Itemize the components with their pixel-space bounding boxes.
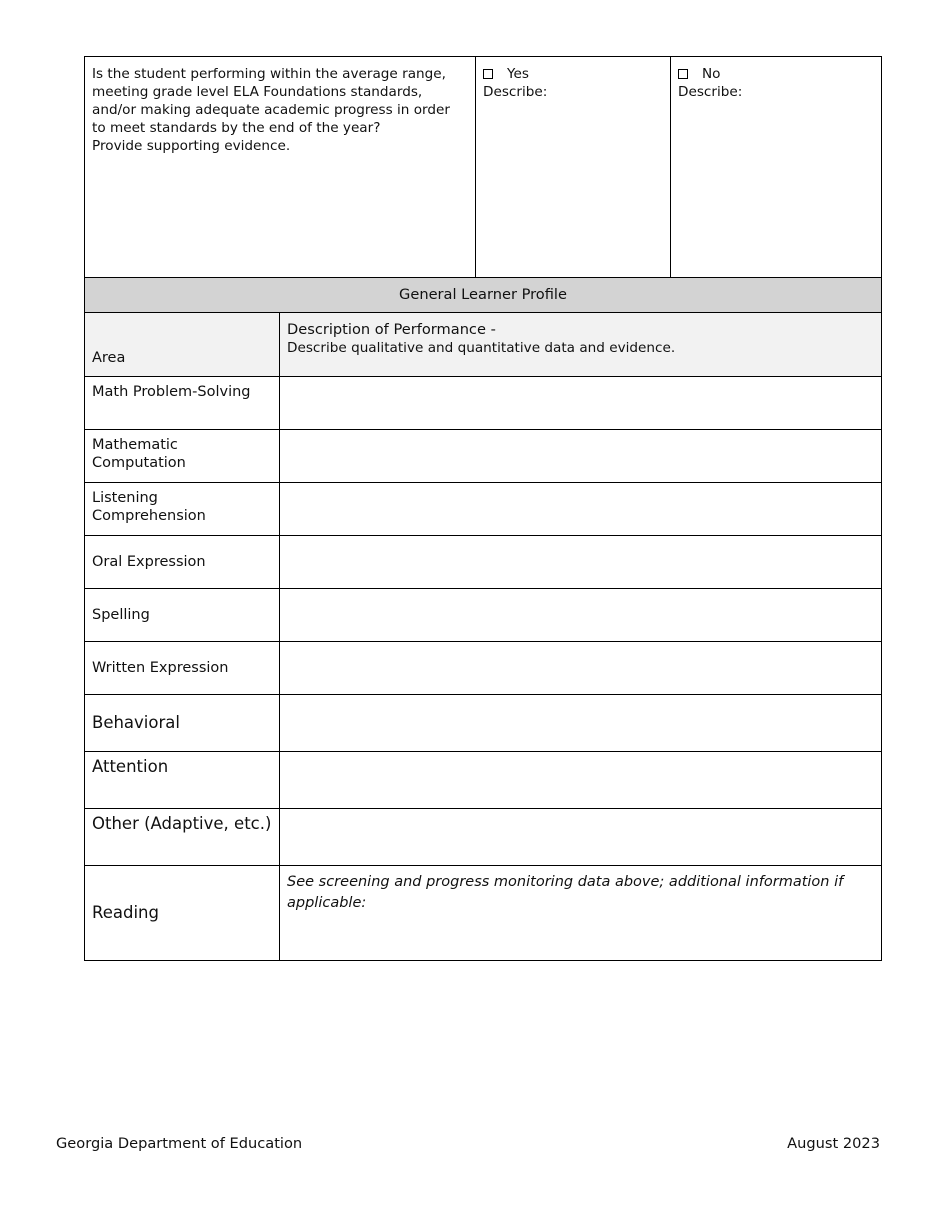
area-label: Oral Expression [85, 535, 280, 588]
question-line: Provide supporting evidence. [92, 138, 291, 154]
table-row [85, 535, 882, 588]
area-label: Other (Adaptive, etc.) [85, 808, 280, 865]
table-row [85, 376, 882, 429]
yes-describe-label: Describe: [483, 84, 548, 100]
area-label: Attention [85, 751, 280, 808]
description-field[interactable] [280, 694, 882, 751]
area-label: Spelling [85, 588, 280, 641]
area-column-header: Area [85, 312, 280, 376]
description-column-header [280, 312, 882, 376]
table-row [85, 482, 882, 535]
description-header-title: Description of Performance - [287, 320, 496, 338]
no-label: No [702, 66, 721, 82]
description-field[interactable] [280, 588, 882, 641]
reading-description[interactable]: See screening and progress monitoring data above; additional information if applicable: [280, 865, 882, 960]
description-header-subtitle: Describe qualitative and quantitative data and evidence. [287, 339, 676, 356]
profile-title: General Learner Profile [85, 277, 882, 312]
table-row [85, 429, 882, 482]
area-label: Behavioral [85, 694, 280, 751]
footer-date: August 2023 [787, 1135, 880, 1152]
description-field[interactable] [280, 535, 882, 588]
table-row [85, 641, 882, 694]
no-checkbox[interactable] [678, 69, 688, 79]
question-line: Is the student performing within the average range, [92, 66, 446, 82]
description-field[interactable] [280, 376, 882, 429]
performance-question [85, 57, 476, 278]
table-row [85, 694, 882, 751]
table-row [85, 751, 882, 808]
area-label: Mathematic Computation [85, 429, 280, 482]
area-label: Listening Comprehension [85, 482, 280, 535]
description-field[interactable] [280, 429, 882, 482]
table-row [85, 865, 882, 960]
table-row [85, 588, 882, 641]
footer-organization: Georgia Department of Education [56, 1135, 303, 1152]
description-field[interactable] [280, 482, 882, 535]
learner-profile-table [84, 277, 882, 961]
description-field[interactable] [280, 808, 882, 865]
yes-label: Yes [507, 66, 529, 82]
yes-checkbox[interactable] [483, 69, 493, 79]
description-field[interactable] [280, 641, 882, 694]
performance-question-table [84, 56, 882, 278]
question-line: meeting grade level ELA Foundations standards, [92, 84, 423, 100]
form-sheet [84, 56, 881, 961]
question-line: and/or making adequate academic progress in order [92, 102, 450, 118]
area-label: Reading [85, 865, 280, 960]
area-label: Math Problem-Solving [85, 376, 280, 429]
table-row [85, 808, 882, 865]
no-describe-label: Describe: [678, 84, 743, 100]
area-label: Written Expression [85, 641, 280, 694]
yes-option-cell[interactable] [476, 57, 671, 278]
description-field[interactable] [280, 751, 882, 808]
question-line: to meet standards by the end of the year? [92, 120, 381, 136]
no-option-cell[interactable] [671, 57, 882, 278]
